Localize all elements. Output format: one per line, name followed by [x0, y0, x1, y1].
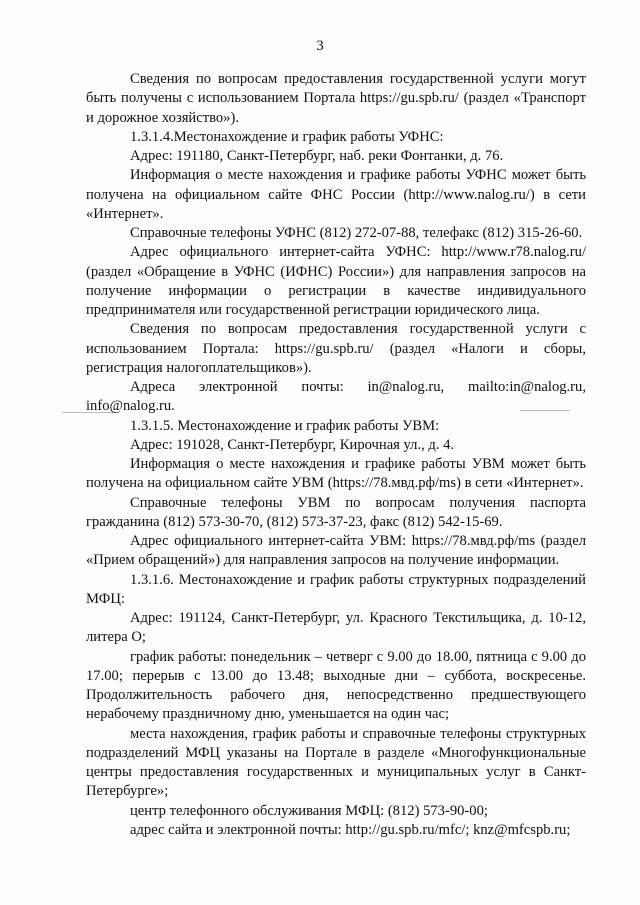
- paragraph-ufns-address: Адрес: 191180, Санкт-Петербург, наб. реки Фонтанки, д. 76.: [130, 148, 504, 164]
- section-heading-1-3-1-4: 1.3.1.4.Местонахождение и график работы УФНС:: [130, 128, 444, 145]
- paragraph-ufns-website: Адрес официального интернет-сайта УФНС: http://www.r78.nalog.ru/ (раздел «Обращение в УФНС (ИФНС) России») для направления запросов на получение информации о регистрации в качестве индивидуального предпринимателя или государственной регистрации юридического лица.: [86, 244, 586, 318]
- paragraph-mfc-website-email: адрес сайта и электронной почты: http://gu.spb.ru/mfc/; knz@mfcspb.ru;: [130, 821, 571, 838]
- paragraph-uvm-address: Адрес: 191028, Санкт-Петербург, Кирочная ул., д. 4.: [130, 436, 455, 453]
- paragraph-mfc-address: Адрес: 191124, Санкт-Петербург, ул. Красного Текстильщика, д. 10-12, литера О;: [86, 610, 586, 646]
- paragraph-portal-transport: Сведения по вопросам предоставления государственной услуги могут быть получены с использованием Портала https://gu.spb.ru/ (раздел «Транспорт и дорожное хозяйство»).: [86, 71, 586, 126]
- paragraph-mfc-call-center: центр телефонного обслуживания МФЦ: (812) 573-90-00;: [130, 802, 488, 819]
- paragraph-ufns-phones: Справочные телефоны УФНС (812) 272-07-88, телефакс (812) 315-26-60.: [130, 225, 583, 241]
- paragraph-uvm-phones: Справочные телефоны УВМ по вопросам получения паспорта гражданина (812) 573-30-70, (812) 573-37-23, факс (812) 542-15-69.: [86, 494, 586, 530]
- page-number: 3: [316, 38, 324, 54]
- paragraph-ufns-emails: Адреса электронной почты: in@nalog.ru, mailto:in@nalog.ru, info@nalog.ru.: [86, 379, 586, 415]
- paragraph-mfc-locations: места нахождения, график работы и справочные телефоны структурных подразделений МФЦ указаны на Портале в разделе «Многофункциональные центры предоставления государственных и муниципальных услуг в Санкт-Петербурге»;: [86, 725, 586, 800]
- document-body: [86, 70, 586, 840]
- section-heading-1-3-1-5: 1.3.1.5. Местонахождение и график работы УВМ:: [130, 417, 440, 434]
- paragraph-mfc-schedule: график работы: понедельник – четверг с 9.00 до 18.00, пятница с 9.00 до 17.00; перерыв с 13.00 до 13.48; выходные дни – суббота, воскресенье. Продолжительность рабочего дня, непосредственно предшествующего нерабочему праздничному дню, уменьшается на один час;: [86, 648, 586, 723]
- section-heading-1-3-1-6: 1.3.1.6. Местонахождение и график работы структурных подразделений МФЦ:: [86, 571, 586, 607]
- paragraph-ufns-info: Информация о месте нахождения и графике работы УФНС может быть получена на официальном сайте ФНС России (http://www.nalog.ru/) в сети «Интернет».: [86, 167, 586, 222]
- paragraph-uvm-info: Информация о месте нахождения и графике работы УВМ может быть получена на официальном сайте УВМ (https://78.мвд.рф/ms) в сети «Интернет».: [86, 456, 586, 492]
- paragraph-portal-taxes: Сведения по вопросам предоставления государственной услуги с использованием Портала: https://gu.spb.ru/ (раздел «Налоги и сборы, регистрация налогоплательщиков»).: [86, 321, 586, 376]
- paragraph-uvm-website: Адрес официального интернет-сайта УВМ: https://78.мвд.рф/ms (раздел «Прием обращений») для направления запросов на получение информации.: [86, 533, 586, 569]
